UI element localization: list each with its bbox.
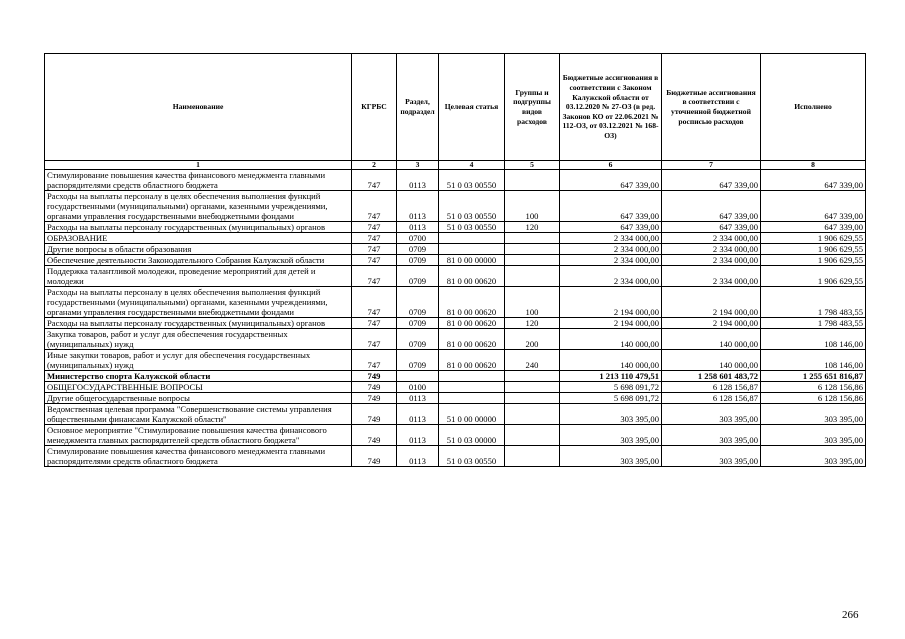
col-number: 4 bbox=[439, 161, 505, 170]
cell-target-article bbox=[439, 233, 505, 244]
cell-name: Ведомственная целевая программа "Совершенствование системы управления общественными финансами Калужской области" bbox=[45, 404, 352, 425]
cell-expense-group bbox=[505, 255, 560, 266]
table-row bbox=[45, 329, 866, 350]
cell-law-allocation: 140 000,00 bbox=[560, 350, 662, 371]
cell-name: Стимулирование повышения качества финансового менеджмента главными распорядителями средств областного бюджета bbox=[45, 170, 352, 191]
cell-expense-group: 240 bbox=[505, 350, 560, 371]
page-number: 266 bbox=[842, 609, 859, 621]
cell-razdel: 0700 bbox=[397, 233, 439, 244]
cell-executed: 108 146,00 bbox=[761, 329, 866, 350]
cell-refined-allocation: 647 339,00 bbox=[662, 222, 761, 233]
cell-razdel: 0113 bbox=[397, 191, 439, 222]
cell-razdel: 0709 bbox=[397, 350, 439, 371]
cell-kgrbs: 749 bbox=[352, 446, 397, 467]
cell-expense-group bbox=[505, 266, 560, 287]
table-row bbox=[45, 382, 866, 393]
cell-kgrbs: 747 bbox=[352, 350, 397, 371]
cell-name: Обеспечение деятельности Законодательного Собрания Калужской области bbox=[45, 255, 352, 266]
cell-target-article bbox=[439, 371, 505, 382]
cell-refined-allocation: 647 339,00 bbox=[662, 170, 761, 191]
cell-name: Другие вопросы в области образования bbox=[45, 244, 352, 255]
cell-kgrbs: 749 bbox=[352, 371, 397, 382]
col-header-refined-allocation: Бюджетные ассигнования в соответствии с уточненной бюджетной росписью расходов bbox=[662, 54, 761, 161]
cell-law-allocation: 2 334 000,00 bbox=[560, 255, 662, 266]
cell-name: Расходы на выплаты персоналу в целях обеспечения выполнения функций государственными (муниципальными) органами, казенными учреждениями, органами управления государственными внебюджетными фондами bbox=[45, 287, 352, 318]
cell-expense-group bbox=[505, 446, 560, 467]
cell-refined-allocation: 303 395,00 bbox=[662, 425, 761, 446]
cell-expense-group bbox=[505, 233, 560, 244]
cell-target-article: 81 0 00 00000 bbox=[439, 255, 505, 266]
cell-law-allocation: 1 213 110 479,51 bbox=[560, 371, 662, 382]
cell-name: ОБРАЗОВАНИЕ bbox=[45, 233, 352, 244]
col-number: 2 bbox=[352, 161, 397, 170]
col-header-razdel: Раздел, подраздел bbox=[397, 54, 439, 161]
cell-expense-group: 100 bbox=[505, 287, 560, 318]
cell-expense-group bbox=[505, 393, 560, 404]
cell-refined-allocation: 2 194 000,00 bbox=[662, 287, 761, 318]
cell-name: Закупка товаров, работ и услуг для обеспечения государственных (муниципальных) нужд bbox=[45, 329, 352, 350]
column-number-row bbox=[45, 161, 866, 170]
cell-executed: 6 128 156,86 bbox=[761, 382, 866, 393]
cell-law-allocation: 303 395,00 bbox=[560, 425, 662, 446]
cell-razdel: 0113 bbox=[397, 425, 439, 446]
cell-name: Другие общегосударственные вопросы bbox=[45, 393, 352, 404]
cell-refined-allocation: 1 258 601 483,72 bbox=[662, 371, 761, 382]
table-row bbox=[45, 255, 866, 266]
col-number: 5 bbox=[505, 161, 560, 170]
cell-target-article: 51 0 03 00550 bbox=[439, 222, 505, 233]
cell-executed: 303 395,00 bbox=[761, 425, 866, 446]
cell-razdel: 0709 bbox=[397, 255, 439, 266]
cell-executed: 1 798 483,55 bbox=[761, 318, 866, 329]
budget-table bbox=[44, 53, 866, 467]
cell-executed: 647 339,00 bbox=[761, 191, 866, 222]
cell-expense-group bbox=[505, 404, 560, 425]
cell-name: Стимулирование повышения качества финансового менеджмента главными распорядителями средств областного бюджета bbox=[45, 446, 352, 467]
budget-report-page bbox=[44, 53, 865, 467]
cell-law-allocation: 2 334 000,00 bbox=[560, 244, 662, 255]
cell-kgrbs: 747 bbox=[352, 191, 397, 222]
cell-refined-allocation: 140 000,00 bbox=[662, 350, 761, 371]
cell-executed: 1 798 483,55 bbox=[761, 287, 866, 318]
cell-razdel: 0709 bbox=[397, 266, 439, 287]
cell-refined-allocation: 303 395,00 bbox=[662, 404, 761, 425]
cell-refined-allocation: 2 334 000,00 bbox=[662, 233, 761, 244]
cell-name: Расходы на выплаты персоналу государственных (муниципальных) органов bbox=[45, 222, 352, 233]
cell-refined-allocation: 647 339,00 bbox=[662, 191, 761, 222]
cell-law-allocation: 303 395,00 bbox=[560, 446, 662, 467]
cell-name: Иные закупки товаров, работ и услуг для обеспечения государственных (муниципальных) нужд bbox=[45, 350, 352, 371]
cell-expense-group bbox=[505, 382, 560, 393]
cell-expense-group bbox=[505, 244, 560, 255]
table-row bbox=[45, 266, 866, 287]
cell-razdel: 0100 bbox=[397, 382, 439, 393]
cell-law-allocation: 647 339,00 bbox=[560, 222, 662, 233]
cell-target-article: 51 0 03 00000 bbox=[439, 425, 505, 446]
cell-executed: 303 395,00 bbox=[761, 446, 866, 467]
col-number: 8 bbox=[761, 161, 866, 170]
cell-law-allocation: 647 339,00 bbox=[560, 191, 662, 222]
cell-refined-allocation: 2 194 000,00 bbox=[662, 318, 761, 329]
col-header-kgrbs: КГРБС bbox=[352, 54, 397, 161]
cell-expense-group: 120 bbox=[505, 318, 560, 329]
header-row bbox=[45, 54, 866, 161]
cell-law-allocation: 303 395,00 bbox=[560, 404, 662, 425]
col-number: 7 bbox=[662, 161, 761, 170]
cell-expense-group bbox=[505, 170, 560, 191]
col-header-executed: Исполнено bbox=[761, 54, 866, 161]
cell-law-allocation: 2 334 000,00 bbox=[560, 233, 662, 244]
col-header-name: Наименование bbox=[45, 54, 352, 161]
cell-target-article bbox=[439, 393, 505, 404]
cell-expense-group bbox=[505, 371, 560, 382]
table-row bbox=[45, 170, 866, 191]
cell-kgrbs: 747 bbox=[352, 244, 397, 255]
cell-executed: 1 906 629,55 bbox=[761, 233, 866, 244]
cell-razdel: 0113 bbox=[397, 446, 439, 467]
cell-razdel: 0113 bbox=[397, 170, 439, 191]
cell-target-article: 51 0 00 00000 bbox=[439, 404, 505, 425]
cell-name: ОБЩЕГОСУДАРСТВЕННЫЕ ВОПРОСЫ bbox=[45, 382, 352, 393]
cell-kgrbs: 747 bbox=[352, 255, 397, 266]
table-row bbox=[45, 404, 866, 425]
cell-razdel: 0113 bbox=[397, 222, 439, 233]
cell-law-allocation: 647 339,00 bbox=[560, 170, 662, 191]
cell-target-article: 81 0 00 00620 bbox=[439, 287, 505, 318]
table-row bbox=[45, 371, 866, 382]
col-header-target-article: Целевая статья bbox=[439, 54, 505, 161]
cell-expense-group: 120 bbox=[505, 222, 560, 233]
cell-executed: 6 128 156,86 bbox=[761, 393, 866, 404]
col-number: 1 bbox=[45, 161, 352, 170]
cell-target-article bbox=[439, 244, 505, 255]
table-body bbox=[45, 170, 866, 467]
table-row bbox=[45, 350, 866, 371]
table-row bbox=[45, 244, 866, 255]
cell-target-article: 51 0 03 00550 bbox=[439, 446, 505, 467]
cell-executed: 647 339,00 bbox=[761, 170, 866, 191]
cell-razdel bbox=[397, 371, 439, 382]
cell-target-article: 81 0 00 00620 bbox=[439, 329, 505, 350]
cell-executed: 1 906 629,55 bbox=[761, 244, 866, 255]
cell-law-allocation: 140 000,00 bbox=[560, 329, 662, 350]
cell-executed: 1 906 629,55 bbox=[761, 266, 866, 287]
cell-law-allocation: 5 698 091,72 bbox=[560, 393, 662, 404]
cell-law-allocation: 2 194 000,00 bbox=[560, 318, 662, 329]
cell-executed: 1 255 651 816,87 bbox=[761, 371, 866, 382]
cell-razdel: 0709 bbox=[397, 287, 439, 318]
cell-refined-allocation: 2 334 000,00 bbox=[662, 244, 761, 255]
cell-razdel: 0709 bbox=[397, 329, 439, 350]
table-row bbox=[45, 425, 866, 446]
cell-kgrbs: 749 bbox=[352, 382, 397, 393]
cell-name: Поддержка талантливой молодежи, проведение мероприятий для детей и молодежи bbox=[45, 266, 352, 287]
cell-expense-group: 100 bbox=[505, 191, 560, 222]
cell-target-article: 81 0 00 00620 bbox=[439, 318, 505, 329]
col-number: 6 bbox=[560, 161, 662, 170]
cell-law-allocation: 5 698 091,72 bbox=[560, 382, 662, 393]
cell-executed: 108 146,00 bbox=[761, 350, 866, 371]
cell-kgrbs: 749 bbox=[352, 425, 397, 446]
cell-target-article: 81 0 00 00620 bbox=[439, 266, 505, 287]
cell-kgrbs: 749 bbox=[352, 393, 397, 404]
cell-name: Расходы на выплаты персоналу государственных (муниципальных) органов bbox=[45, 318, 352, 329]
cell-executed: 647 339,00 bbox=[761, 222, 866, 233]
cell-razdel: 0709 bbox=[397, 318, 439, 329]
table-row bbox=[45, 287, 866, 318]
cell-refined-allocation: 2 334 000,00 bbox=[662, 255, 761, 266]
cell-refined-allocation: 6 128 156,87 bbox=[662, 393, 761, 404]
cell-name: Министерство спорта Калужской области bbox=[45, 371, 352, 382]
cell-name: Основное мероприятие "Стимулирование повышения качества финансового менеджмента главных распорядителей средств областного бюджета" bbox=[45, 425, 352, 446]
cell-target-article bbox=[439, 382, 505, 393]
cell-kgrbs: 747 bbox=[352, 222, 397, 233]
cell-razdel: 0113 bbox=[397, 404, 439, 425]
cell-expense-group bbox=[505, 425, 560, 446]
cell-kgrbs: 747 bbox=[352, 287, 397, 318]
cell-razdel: 0709 bbox=[397, 244, 439, 255]
col-header-law-allocation: Бюджетные ассигнования в соответствии с Законом Калужской области от 03.12.2020 № 27-ОЗ (в ред. Законов КО от 22.06.2021 № 112-ОЗ, от 03.12.2021 № 168-ОЗ) bbox=[560, 54, 662, 161]
cell-refined-allocation: 140 000,00 bbox=[662, 329, 761, 350]
cell-executed: 1 906 629,55 bbox=[761, 255, 866, 266]
col-header-expense-group: Группы и подгруппы видов расходов bbox=[505, 54, 560, 161]
cell-refined-allocation: 2 334 000,00 bbox=[662, 266, 761, 287]
cell-kgrbs: 749 bbox=[352, 404, 397, 425]
table-row bbox=[45, 393, 866, 404]
table-row bbox=[45, 191, 866, 222]
cell-kgrbs: 747 bbox=[352, 329, 397, 350]
table-row bbox=[45, 446, 866, 467]
table-row bbox=[45, 222, 866, 233]
cell-target-article: 51 0 03 00550 bbox=[439, 170, 505, 191]
cell-name: Расходы на выплаты персоналу в целях обеспечения выполнения функций государственными (муниципальными) органами, казенными учреждениями, органами управления государственными внебюджетными фондами bbox=[45, 191, 352, 222]
cell-target-article: 51 0 03 00550 bbox=[439, 191, 505, 222]
cell-kgrbs: 747 bbox=[352, 318, 397, 329]
cell-kgrbs: 747 bbox=[352, 170, 397, 191]
cell-refined-allocation: 303 395,00 bbox=[662, 446, 761, 467]
cell-expense-group: 200 bbox=[505, 329, 560, 350]
cell-refined-allocation: 6 128 156,87 bbox=[662, 382, 761, 393]
cell-razdel: 0113 bbox=[397, 393, 439, 404]
cell-kgrbs: 747 bbox=[352, 266, 397, 287]
cell-target-article: 81 0 00 00620 bbox=[439, 350, 505, 371]
cell-law-allocation: 2 194 000,00 bbox=[560, 287, 662, 318]
cell-law-allocation: 2 334 000,00 bbox=[560, 266, 662, 287]
table-row bbox=[45, 318, 866, 329]
cell-executed: 303 395,00 bbox=[761, 404, 866, 425]
table-row bbox=[45, 233, 866, 244]
col-number: 3 bbox=[397, 161, 439, 170]
cell-kgrbs: 747 bbox=[352, 233, 397, 244]
table-header bbox=[45, 54, 866, 170]
